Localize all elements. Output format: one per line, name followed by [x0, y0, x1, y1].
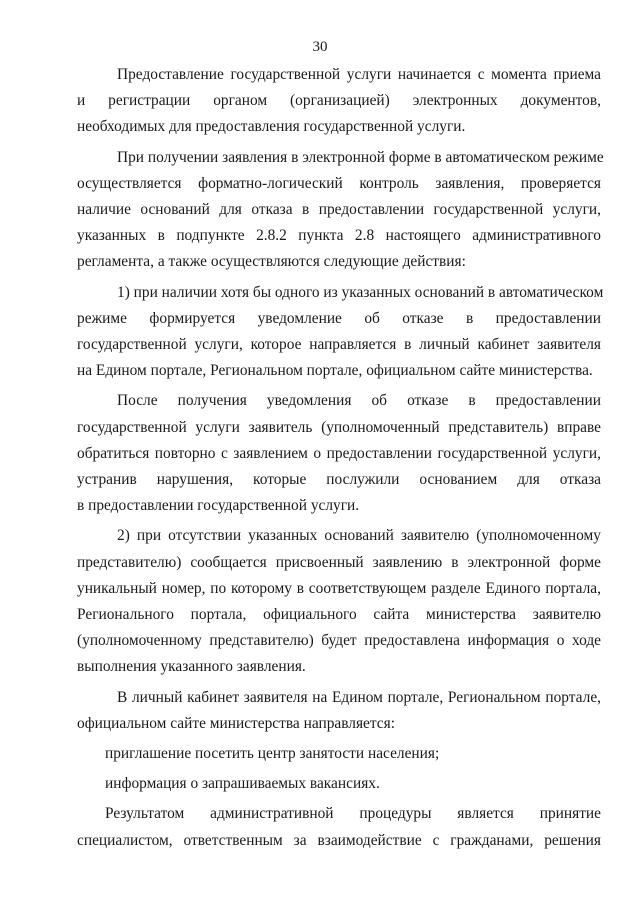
text-line: После получения уведомления об отказе в предоставлении	[117, 392, 601, 410]
text-line: устранив нарушения, которые послужили основанием для отказа	[77, 471, 601, 489]
text-line: выполнения указанного заявления.	[77, 658, 306, 676]
text-line: необходимых для предоставления государственной услуги.	[77, 118, 466, 136]
text-line: Результатом административной процедуры является принятие	[105, 805, 601, 823]
text-line: государственной услуги заявитель (уполномоченный представитель) вправе	[77, 418, 601, 436]
document-body	[77, 62, 604, 858]
paragraph-electronic-application	[77, 145, 604, 276]
text-line: регламента, а также осуществляются следующие действия:	[77, 253, 466, 271]
text-line: обратиться повторно с заявлением о предоставлении государственной услуги,	[77, 444, 601, 462]
paragraph-result	[77, 801, 601, 853]
text-line: 2) при отсутствии указанных оснований заявителю (уполномоченному	[117, 527, 601, 545]
paragraph-personal-cabinet	[77, 685, 601, 737]
text-line: официальном сайте министерства направляется:	[77, 714, 395, 732]
list-item-invitation	[77, 741, 601, 767]
text-line: на Едином портале, Региональном портале, официальном сайте министерства.	[77, 362, 593, 380]
text-line: осуществляется форматно-логический контроль заявления, проверяется	[77, 174, 601, 192]
text-line: Предоставление государственной услуги начинается с момента приема	[117, 66, 601, 83]
text-line: приглашение посетить центр занятости населения;	[105, 745, 440, 763]
text-line: специалистом, ответственным за взаимодействие с гражданами, решения	[77, 831, 601, 849]
text-line: представителю) сообщается присвоенный заявлению в электронной форме	[77, 553, 601, 571]
text-line: государственной услуги, которое направляется в личный кабинет заявителя	[77, 336, 601, 354]
text-line: в предоставлении государственной услуги.	[77, 497, 360, 515]
text-line: уникальный номер, по которому в соответствующем разделе Единого портала,	[77, 579, 601, 597]
text-line: указанных в подпункте 2.8.2 пункта 2.8 настоящего административного	[77, 227, 601, 245]
page-number: 30	[312, 39, 328, 55]
paragraph-item-1	[77, 280, 604, 385]
text-line: информация о запрашиваемых вакансиях.	[105, 775, 380, 793]
text-line: и регистрации органом (организацией) электронных документов,	[77, 92, 601, 110]
text-line: (уполномоченному представителю) будет предоставлена информация о ходе	[77, 632, 601, 650]
text-line: При получении заявления в электронной форме в автоматическом режиме	[117, 148, 604, 166]
list-item-vacancies	[77, 771, 601, 797]
text-line: 1) при наличии хотя бы одного из указанных оснований в автоматическом	[117, 283, 604, 301]
paragraph-item-2	[77, 523, 601, 680]
text-line: режиме формируется уведомление об отказе в предоставлении	[77, 309, 601, 327]
text-line: Регионального портала, официального сайта министерства заявителю	[77, 606, 601, 624]
paragraph-after-refusal	[77, 388, 601, 519]
text-line: наличие оснований для отказа в предоставлении государственной услуги,	[77, 201, 601, 219]
text-line: В личный кабинет заявителя на Едином портале, Региональном портале,	[117, 688, 601, 706]
paragraph-service-start	[77, 62, 601, 141]
